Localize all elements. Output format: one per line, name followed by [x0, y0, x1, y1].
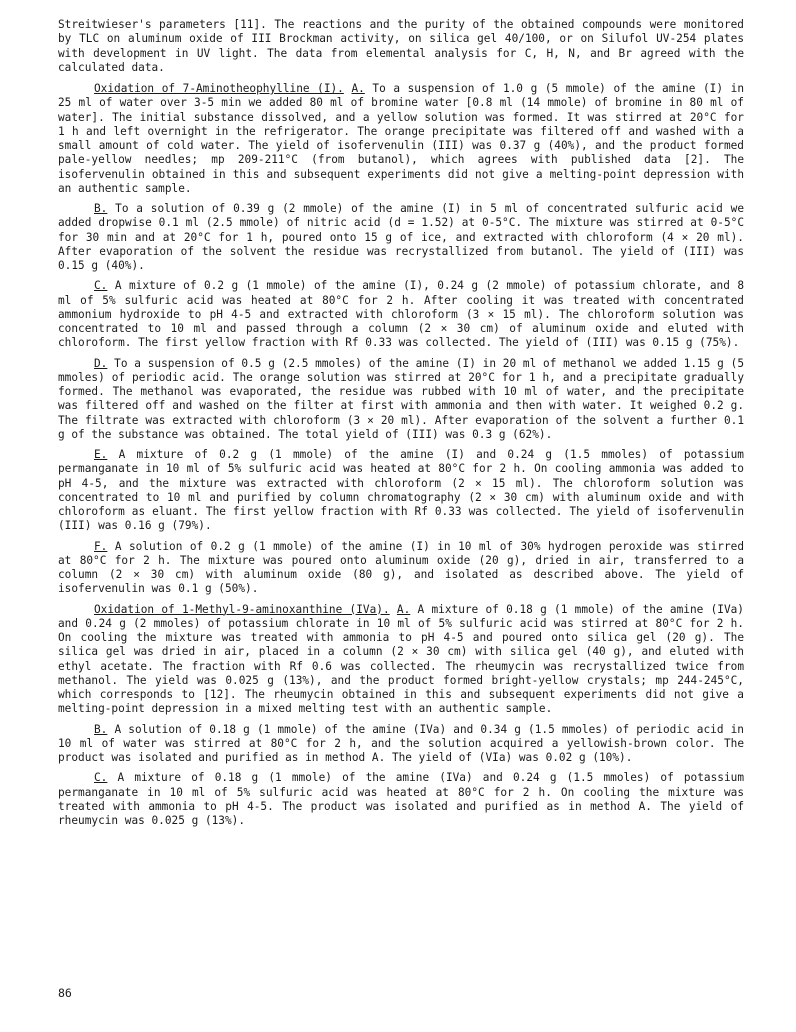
paragraph-oxidation-iva-method-c: [58, 771, 744, 828]
paragraph-general-methods: [58, 18, 744, 75]
method-label: C.: [94, 279, 108, 293]
method-label: A.: [396, 602, 411, 616]
method-label: E.: [94, 448, 108, 461]
paragraph-text: To a suspension of 1.0 g (5 mmole) of the amine (I) in 25 ml of water over 3-5 min we added 80 ml of bromine water [0.8 ml (14 mmole) of bromine in 80 ml of water]. The initial substance dissolved, and a yellow solution was formed. It was stirred at 20°C for 1 h and left overnight in the refrigerator. The orange precipitate was filtered off and washed with a small amount of cold water. The yield of isofervenulin (III) was 0.37 g (40%), and the product formed pale-yellow needles; mp 209-211°C (from butanol), which agrees with published data [2]. The isofervenulin obtained in this and subsequent experiments did not give a melting-point depression with an authentic sample.: [58, 82, 744, 195]
paragraph-text: A mixture of 0.18 g (1 mmole) of the amine (IVa) and 0.24 g (1.5 mmoles) of potassium permanganate in 10 ml of 5% sulfuric acid was heated at 80°C for 2 h. On cooling the mixture was treated with ammonia to pH 4-5. The product was isolated and purified as in method A. The yield of rheumycin was 0.025 g (13%).: [58, 771, 744, 827]
paragraph-text: A solution of 0.2 g (1 mmole) of the amine (I) in 10 ml of 30% hydrogen peroxide was stirred at 80°C for 2 h. The mixture was poured onto aluminum oxide (20 g), dried in air, transferred to a column (2 × 30 cm) with aluminum oxide (80 g), and isolated as described above. The yield of isofervenulin was 0.1 g (50%).: [58, 539, 745, 596]
paragraph-oxidation-i-method-c: [58, 279, 744, 350]
paragraph-oxidation-i-method-f: [58, 540, 744, 597]
paragraph-text: To a suspension of 0.5 g (2.5 mmoles) of the amine (I) in 20 ml of methanol we added 1.15 g (5 mmoles) of periodic acid. The orange solution was stirred at 20°C for 1 h, and a precipitate gradually formed. The methanol was evaporated, the residue was rubbed with 10 ml of water, and the precipitate was filtered off and washed on the filter at first with ammonia and then with water. It weighed 0.2 g. The filtrate was extracted with chloroform (3 × 20 ml). After evaporation of the solvent a further 0.1 g of the substance was obtained. The total yield of (III) was 0.3 g (62%).: [58, 356, 744, 441]
paragraph-oxidation-iva-method-a: [58, 603, 744, 717]
paragraph-oxidation-i-method-b: [58, 202, 744, 273]
paragraph-oxidation-i-method-d: [58, 357, 744, 443]
paragraph-text: A mixture of 0.18 g (1 mmole) of the amine (IVa) and 0.24 g (2 mmoles) of potassium chlorate in 10 ml of 5% sulfuric acid was stirred at 80°C for 2 h. On cooling the mixture was treated with ammonia to pH 4-5 and poured onto silica gel (20 g). The silica gel was dried in air, placed in a column (2 × 30 cm) with silica gel (40 g), and eluted with ethyl acetate. The fraction with Rf 0.6 was collected. The rheumycin was recrystallized twice from methanol. The yield was 0.025 g (13%), and the product formed bright-yellow crystals; mp 244-245°C, which corresponds to [12]. The rheumycin obtained in this and subsequent experiments did not give a melting-point depression in a mixed melting test with an authentic sample.: [58, 602, 744, 716]
paragraph-text: A mixture of 0.2 g (1 mmole) of the amine (I) and 0.24 g (1.5 mmoles) of potassium permanganate in 10 ml of 5% sulfuric acid was heated at 80°C for 2 h. On cooling ammonia was added to pH 4-5, and the mixture was extracted with chloroform (2 × 15 ml). The chloroform solution was concentrated to 10 ml and purified by column chromatography (2 × 30 cm) with aluminum oxide and with chloroform as eluant. The first yellow fraction with Rf 0.33 was collected. The yield of isofervenulin (III) was 0.16 g (79%).: [58, 448, 744, 533]
method-label: F.: [94, 539, 108, 553]
paragraph-oxidation-iva-method-b: [58, 723, 744, 766]
method-label: B.: [94, 202, 108, 215]
paragraph-text: Streitwieser's parameters [11]. The reactions and the purity of the obtained compounds were monitored by TLC on aluminum oxide of III Brockman activity, on silica gel 40/100, or on Silufol UV-254 plates with development in UV light. The data from elemental analysis for C, H, N, and Br agreed with the calculated data.: [58, 18, 744, 74]
method-label: A.: [351, 82, 365, 95]
page-number: 86: [58, 986, 72, 1000]
paragraph-text: A solution of 0.18 g (1 mmole) of the amine (IVa) and 0.34 g (1.5 mmoles) of periodic acid in 10 ml of water was stirred at 80°C for 2 h, and the solution acquired a yellowish-brown color. The product was isolated and purified as in method A. The yield of (VIa) was 0.02 g (10%).: [58, 722, 744, 764]
section-heading: Oxidation of 7-Aminotheophylline (I).: [94, 82, 344, 95]
paragraph-oxidation-i-method-e: [58, 448, 744, 534]
section-heading: Oxidation of 1-Methyl-9-aminoxanthine (IVa).: [94, 602, 390, 616]
paragraph-text: A mixture of 0.2 g (1 mmole) of the amine (I), 0.24 g (2 mmole) of potassium chlorate, and 8 ml of 5% sulfuric acid was heated at 80°C for 2 h. After cooling it was treated with concentrated ammonium hydroxide to pH 4-5 and extracted with chloroform (3 × 15 ml). The chloroform solution was concentrated to 10 ml and passed through a column (2 × 30 cm) of aluminum oxide and eluted with chloroform. The first yellow fraction with Rf 0.33 was collected. The yield of (III) was 0.15 g (75%).: [58, 279, 745, 350]
method-label: B.: [94, 722, 108, 736]
method-label: C.: [94, 771, 108, 785]
method-label: D.: [94, 356, 108, 370]
paragraph-oxidation-i-method-a: [58, 82, 744, 196]
paragraph-text: To a solution of 0.39 g (2 mmole) of the amine (I) in 5 ml of concentrated sulfuric acid we added dropwise 0.1 ml (2.5 mmole) of nitric acid (d = 1.52) at 0-5°C. The mixture was stirred at 0-5°C for 30 min and at 20°C for 1 h, poured onto 15 g of ice, and extracted with chloroform (4 × 20 ml). After evaporation of the solvent the residue was recrystallized from butanol. The yield of (III) was 0.15 g (40%).: [58, 202, 744, 272]
